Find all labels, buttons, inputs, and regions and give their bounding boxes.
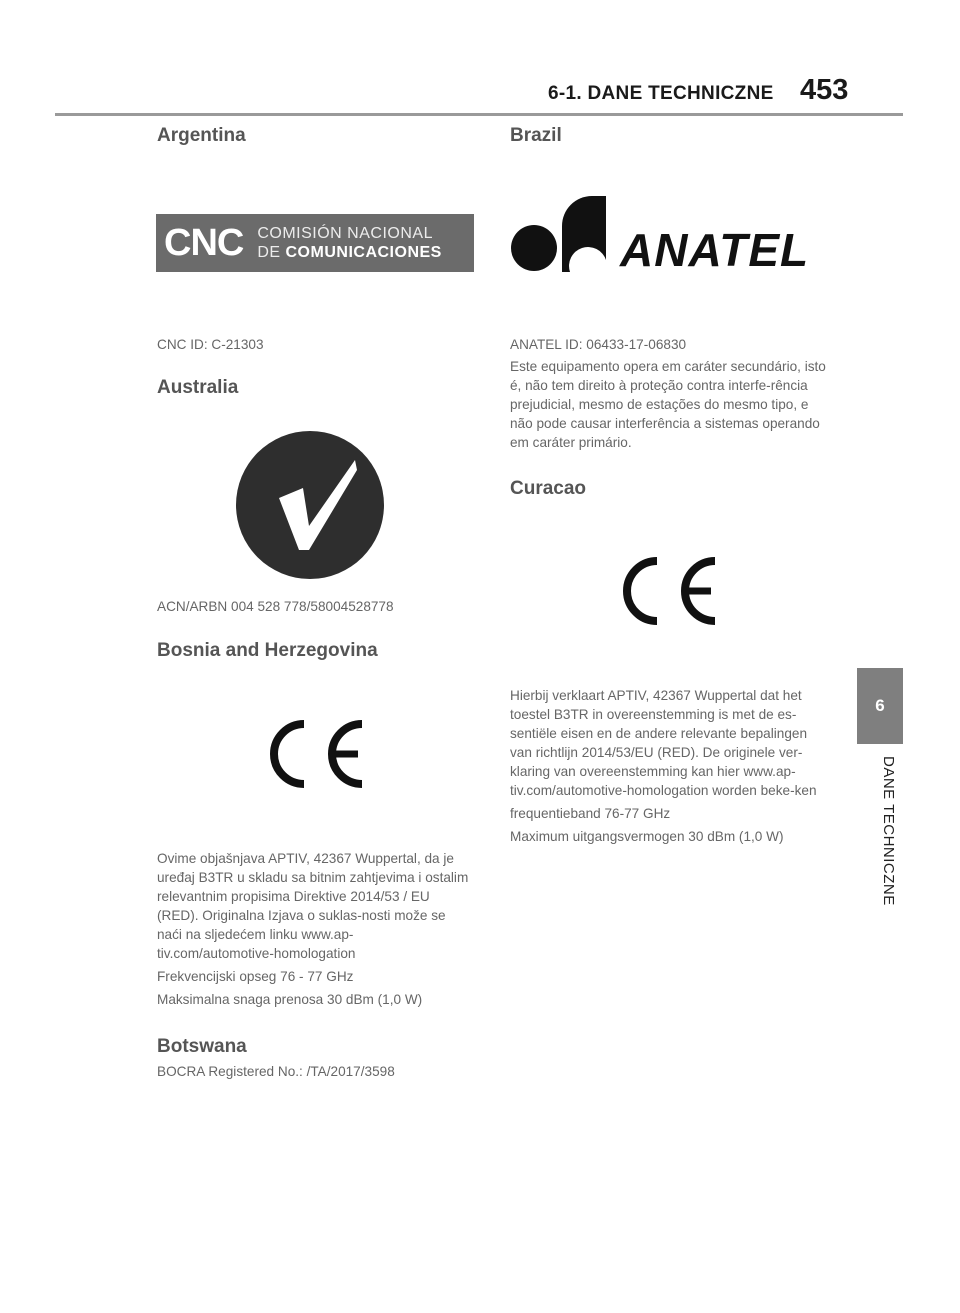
anatel-logo-word: ANATEL <box>620 224 810 276</box>
bosnia-frequency: Frekvencijski opseg 76 - 77 GHz <box>157 969 354 984</box>
page-number: 453 <box>800 74 849 106</box>
heading-bosnia-herzegovina: Bosnia and Herzegovina <box>157 640 378 661</box>
heading-australia: Australia <box>157 377 239 398</box>
cnc-logo-text <box>257 224 442 262</box>
cnc-logo-line2: DE COMUNICACIONES <box>257 244 442 261</box>
brazil-statement: Este equipamento opera em caráter secundário, isto é, não tem direito à proteção contra interfe-rência prejudicial, mesmo de estações do mesmo tipo, e não pode causar interferência a sistemas operando em caráter primário. <box>510 359 826 450</box>
bocra-registration: BOCRA Registered No.: /TA/2017/3598 <box>157 1064 395 1079</box>
chapter-tab[interactable] <box>857 668 903 744</box>
bosnia-declaration-text: Ovime objašnjava APTIV, 42367 Wuppertal, da je uređaj B3TR u skladu sa bitnim zahtjevima i ostalim relevantnim propisima Direktive 2014/53 / EU (RED). Originalna Izjava o suklas-nosti može se naći na sljedećem linku www.ap-tiv.com/automotive-homologation <box>157 851 469 961</box>
heading-argentina: Argentina <box>157 125 246 146</box>
curacao-declaration-text: Hierbij verklaart APTIV, 42367 Wuppertal dat het toestel B3TR in overeenstemming is met de es-sentiële eisen en de andere relevante bepalingen van richtlijn 2014/53/EU (RED). De originele ver-klaring van overeenstemming kan hier www.ap-tiv.com/automotive-homologation worden beke-ken <box>510 688 817 798</box>
heading-curacao: Curacao <box>510 478 587 499</box>
bosnia-declaration <box>157 849 469 1009</box>
cnc-logo-line1: COMISIÓN NACIONAL <box>257 225 433 242</box>
curacao-power: Maximum uitgangsvermogen 30 dBm (1,0 W) <box>510 829 784 844</box>
anatel-logo <box>508 190 838 280</box>
curacao-declaration <box>510 686 830 846</box>
cnc-logo <box>156 214 474 272</box>
chapter-number: 6 <box>875 696 885 715</box>
header-divider <box>55 113 903 116</box>
section-title: 6-1. DANE TECHNICZNE <box>548 83 774 104</box>
curacao-frequency: frequentieband 76-77 GHz <box>510 806 671 821</box>
cnc-logo-mark: CNC <box>164 221 244 264</box>
acn-arbn-number: ACN/ARBN 004 528 778/58004528778 <box>157 599 394 614</box>
ce-mark-icon <box>258 716 368 792</box>
anatel-id: ANATEL ID: 06433-17-06830 <box>510 337 687 352</box>
cnc-id: CNC ID: C-21303 <box>157 337 264 352</box>
bosnia-power: Maksimalna snaga prenosa 30 dBm (1,0 W) <box>157 992 423 1007</box>
ce-mark-icon <box>611 553 721 629</box>
anatel-logo-symbol <box>508 190 618 280</box>
rcm-checkmark-icon <box>235 430 385 580</box>
heading-brazil: Brazil <box>510 125 562 146</box>
chapter-tab-label: DANE TECHNICZNE <box>880 756 897 906</box>
heading-botswana: Botswana <box>157 1036 247 1057</box>
brazil-info <box>510 335 830 452</box>
